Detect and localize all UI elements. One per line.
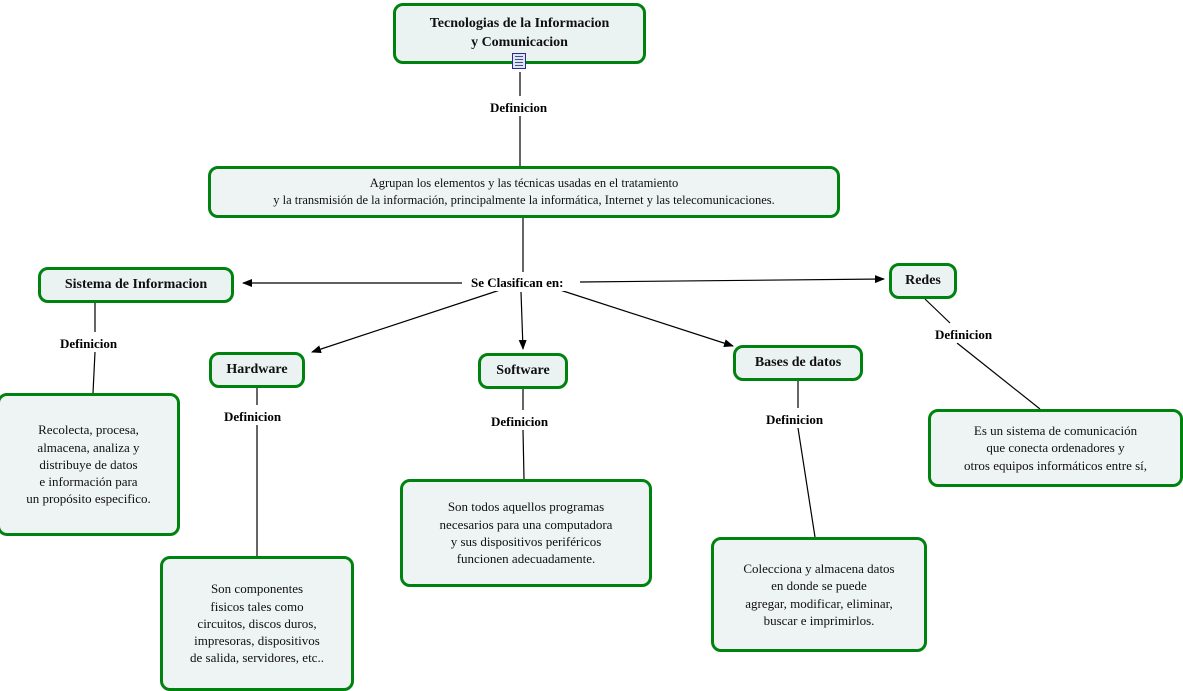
node-definicion-redes-line-2: que conecta ordenadores y (986, 440, 1125, 456)
document-icon[interactable] (512, 53, 526, 69)
node-definicion-bases-line-2: en donde se puede (771, 578, 867, 594)
node-definicion-software-line-3: y sus dispositivos periféricos (450, 534, 602, 549)
node-definicion-hardware-line-1: Son componentes (210, 581, 304, 597)
node-bases-de-datos[interactable] (733, 345, 863, 381)
node-definicion-bases-line-3: agregar, modificar, eliminar, (745, 595, 893, 611)
node-definicion-bases-de-datos[interactable] (711, 537, 927, 652)
node-definicion-software-line-1: Son todos aquellos programas (447, 499, 605, 515)
node-definicion-tic-line-1: Agrupan los elementos y las técnicas usadas en el tratamiento (369, 176, 679, 191)
node-definicion-hardware[interactable] (160, 556, 354, 691)
node-definicion-sistema-line-4: e información para (39, 474, 138, 490)
edge-label-definicion-hardware: Definicion (221, 409, 284, 425)
edge-label-definicion-sistema: Definicion (57, 336, 120, 352)
node-definicion-hardware-line-5: de salida, servidores, etc.. (190, 650, 324, 666)
node-definicion-sistema-line-3: distribuye de datos (39, 456, 138, 472)
node-definicion-bases-line-4: buscar e imprimirlos. (763, 612, 875, 628)
node-definicion-redes-line-3: otros equipos informáticos entre sí, (963, 457, 1148, 473)
node-redes-label: Redes (905, 272, 941, 288)
node-bases-de-datos-label: Bases de datos (754, 354, 842, 370)
node-definicion-software[interactable] (400, 479, 652, 587)
node-redes[interactable] (889, 263, 957, 299)
node-definicion-hardware-line-2: fisicos tales como (210, 598, 304, 614)
node-definicion-redes[interactable] (928, 409, 1183, 487)
edge-label-se-clasifican-en: Se Clasifican en: (468, 275, 566, 291)
node-definicion-sistema-line-1: Recolecta, procesa, (38, 422, 139, 438)
node-hardware[interactable] (209, 352, 305, 388)
node-sistema-de-informacion[interactable] (38, 267, 234, 303)
node-definicion-software-line-2: necesarios para una computadora (439, 516, 613, 532)
node-root-line-1: Tecnologias de la Informacion (429, 15, 610, 31)
node-software[interactable] (478, 353, 568, 389)
node-definicion-sistema-line-5: un propósito especifico. (26, 491, 151, 507)
node-definicion-sistema-line-2: almacena, analiza y (37, 439, 140, 455)
edge-label-definicion-software: Definicion (488, 414, 551, 430)
node-definicion-hardware-line-3: circuitos, discos duros, (197, 615, 317, 631)
edge-label-definicion-root: Definicion (487, 100, 550, 116)
node-definicion-bases-line-1: Colecciona y almacena datos (743, 560, 895, 576)
node-hardware-label: Hardware (226, 361, 288, 377)
node-definicion-tic[interactable] (208, 166, 840, 218)
node-definicion-hardware-line-4: impresoras, dispositivos (194, 633, 320, 649)
node-definicion-software-line-4: funcionen adecuadamente. (456, 551, 596, 567)
node-software-label: Software (496, 362, 550, 378)
node-root-line-2: y Comunicacion (471, 34, 568, 50)
node-sistema-de-informacion-label: Sistema de Informacion (64, 276, 208, 292)
node-definicion-tic-line-2: y la transmisión de la información, principalmente la informática, Internet y las telecomunicaciones. (273, 193, 775, 207)
node-definicion-sistema[interactable] (0, 393, 180, 536)
edge-label-definicion-bases: Definicion (763, 412, 826, 428)
edge-label-definicion-redes: Definicion (932, 327, 995, 343)
node-definicion-redes-line-1: Es un sistema de comunicación (973, 423, 1138, 439)
